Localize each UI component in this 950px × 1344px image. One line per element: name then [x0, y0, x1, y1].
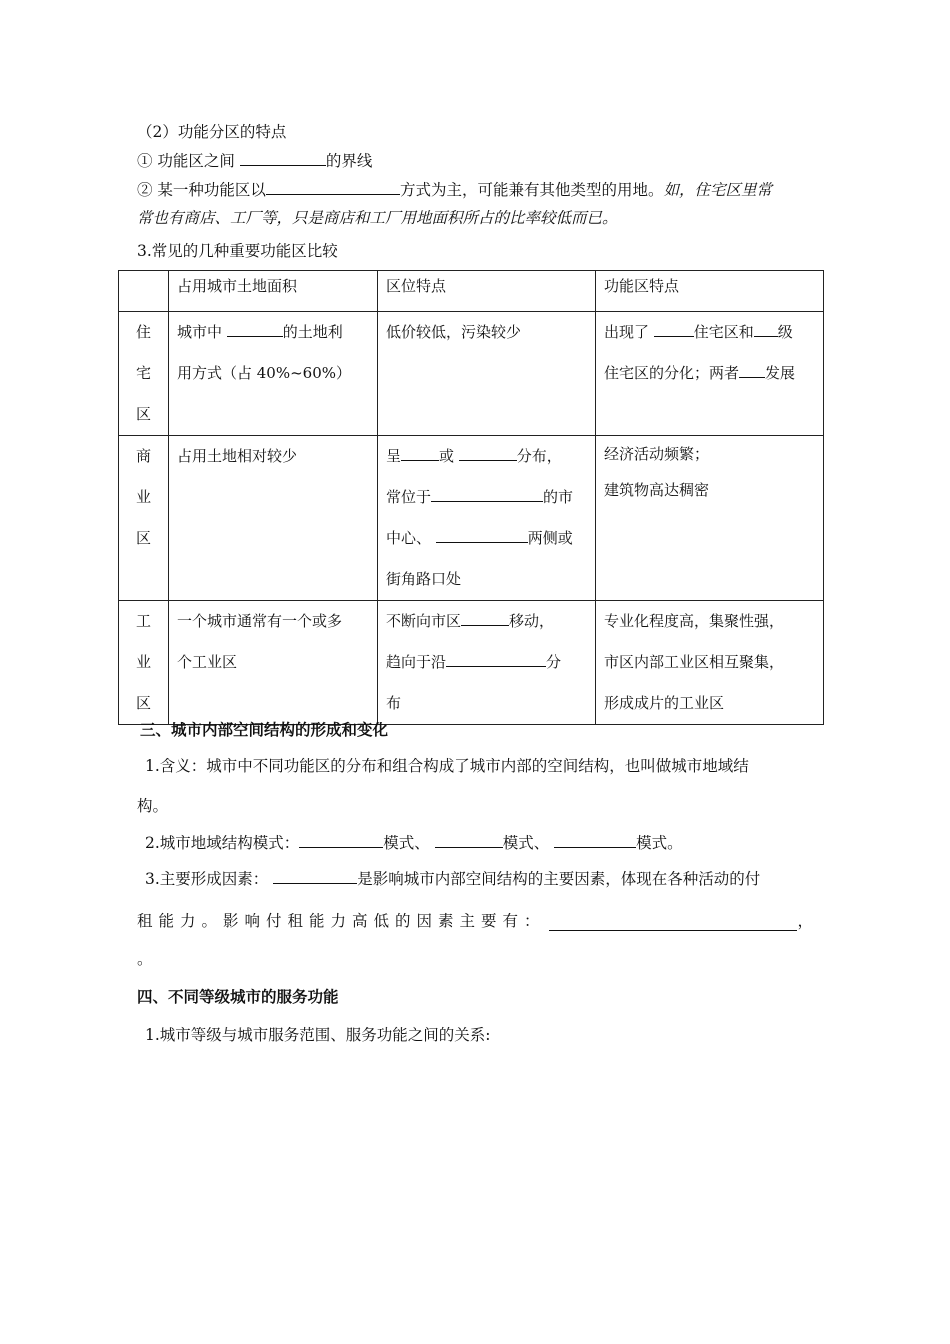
header-cell: 占用城市土地面积 [169, 271, 378, 312]
function-area-item-1 [137, 151, 372, 171]
item-text: 方式为主，可能兼有其他类型的用地。 [399, 181, 664, 199]
fill-blank[interactable] [240, 151, 326, 166]
section-heading: 四、不同等级城市的服务功能 [137, 987, 339, 1006]
period-mark: 。 [137, 950, 153, 968]
fill-blank[interactable] [227, 322, 283, 337]
fill-blank[interactable] [739, 363, 765, 378]
function-area-item-2 [137, 180, 772, 200]
definition-text: 1.含义：城市中不同功能区的分布和组合构成了城市内部的空间结构，也叫做城市地域结 [145, 757, 749, 775]
example-text: 如，住宅区里常 [663, 181, 772, 199]
item-text: ② 某一种功能区以 [137, 181, 266, 199]
area-cell: 占用土地相对较少 [169, 436, 378, 601]
fill-blank[interactable] [401, 446, 439, 461]
fill-blank[interactable] [436, 528, 528, 543]
rent-factor-line: 租能力。影响付租能力高低的因素主要有： ， [137, 912, 813, 930]
fill-blank[interactable] [299, 833, 383, 848]
location-cell: 不断向市区 移动， 趋向于沿 分 布 [378, 601, 596, 725]
fill-blank[interactable] [446, 652, 546, 667]
fill-blank[interactable] [554, 833, 636, 848]
fill-blank[interactable] [654, 322, 694, 337]
location-cell: 呈 或 分布， 常位于 的市 中心、 两侧或 街角路口处 [378, 436, 596, 601]
formation-factor: 3.主要形成因素： 是影响城市内部空间结构的主要因素，体现在各种活动的付 [145, 870, 761, 888]
example-text: 常也有商店、工厂等，只是商店和工厂用地面积所占的比率较低而已。 [137, 209, 618, 227]
row-label: 住 宅 区 [119, 312, 169, 436]
table-heading: 3.常见的几种重要功能区比较 [137, 242, 338, 260]
feature-cell: 出现了 住宅区和 级 住宅区的分化；两者 发展 [596, 312, 824, 436]
relationship-text: 1.城市等级与城市服务范围、服务功能之间的关系: [145, 1026, 491, 1044]
fill-blank[interactable] [431, 487, 543, 502]
structure-modes: 2.城市地域结构模式： 模式、 模式、 模式。 [145, 834, 683, 852]
row-label: 商 业 区 [119, 436, 169, 601]
fill-blank[interactable] [435, 833, 503, 848]
header-cell: 功能区特点 [596, 271, 824, 312]
fill-blank[interactable] [754, 322, 778, 337]
header-cell: 区位特点 [378, 271, 596, 312]
row-label: 工 业 区 [119, 601, 169, 725]
item-text: 的界线 [325, 152, 373, 170]
feature-cell: 经济活动频繁； 建筑物高达稠密 [596, 436, 824, 601]
area-cell: 一个城市通常有一个或多 个工业区 [169, 601, 378, 725]
definition-text: 构。 [137, 797, 169, 815]
location-cell: 低价较低，污染较少 [378, 312, 596, 436]
fill-blank[interactable] [459, 446, 517, 461]
subsection-heading: （2）功能分区的特点 [137, 123, 287, 141]
item-text: ① 功能区之间 [137, 152, 240, 170]
rent-factor-text: 租能力。影响付租能力高低的因素主要有： [137, 912, 546, 930]
section-heading: 三、城市内部空间结构的形成和变化 [140, 720, 389, 739]
table-row-industrial [119, 601, 824, 725]
fill-blank[interactable] [266, 180, 400, 195]
table-row-commercial [119, 436, 824, 601]
function-area-comparison-table [118, 270, 824, 725]
fill-blank[interactable] [273, 869, 357, 884]
table-row-residential [119, 312, 824, 436]
fill-blank[interactable] [461, 611, 509, 626]
fill-blank[interactable] [549, 916, 797, 931]
table-header-row [119, 271, 824, 312]
area-cell: 城市中 的土地利 用方式（占 40%~60%） [169, 312, 378, 436]
header-cell [119, 271, 169, 312]
feature-cell: 专业化程度高，集聚性强， 市区内部工业区相互聚集， 形成成片的工业区 [596, 601, 824, 725]
